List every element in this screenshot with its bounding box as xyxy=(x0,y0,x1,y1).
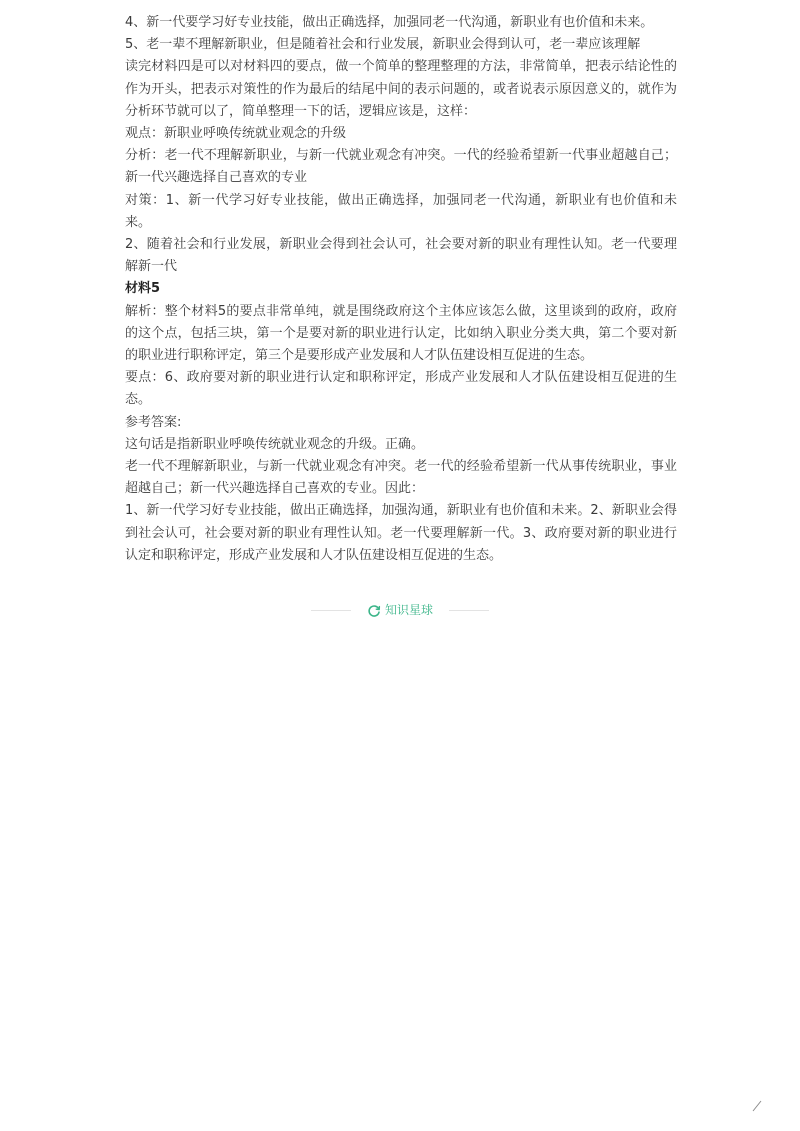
paragraph-2: 5、老一辈不理解新职业，但是随着社会和行业发展，新职业会得到认可，老一辈应该理解 xyxy=(125,37,641,53)
paragraph-4: 观点：新职业呼唤传统就业观念的升级 xyxy=(125,126,347,142)
document-body xyxy=(125,12,677,567)
refresh-icon xyxy=(367,603,381,617)
paragraph-5: 分析：老一代不理解新职业，与新一代就业观念有冲突。一代的经验希望新一代事业超越自己；新一代兴趣选择自己喜欢的专业 xyxy=(125,148,677,186)
footer-watermark xyxy=(0,600,800,620)
paragraph-11: 参考答案: xyxy=(125,414,182,430)
paragraph-1: 4、新一代要学习好专业技能，做出正确选择，加强同老一代沟通，新职业有也价值和未来。 xyxy=(125,15,654,30)
footer-divider-right xyxy=(449,610,489,611)
paragraph-10: 要点：6、政府要对新的职业进行认定和职称评定，形成产业发展和人才队伍建设相互促进的生态。 xyxy=(125,370,677,408)
paragraph-7: 2、随着社会和行业发展，新职业会得到社会认可，社会要对新的职业有理性认知。老一代要理解新一代 xyxy=(125,237,677,275)
brand-link[interactable] xyxy=(367,603,433,617)
footer-divider-left xyxy=(311,610,351,611)
paragraph-12: 这句话是指新职业呼唤传统就业观念的升级。正确。 xyxy=(125,436,425,452)
paragraph-3: 读完材料四是可以对材料四的要点，做一个简单的整理整理的方法，非常简单，把表示结论性的作为开头，把表示对策性的作为最后的结尾中间的表示问题的，或者说表示原因意义的，就作为分析环节就可以了，简单整理一下的话，逻辑应该是，这样： xyxy=(125,59,677,119)
paragraph-14: 1、新一代学习好专业技能，做出正确选择，加强沟通，新职业有也价值和未来。2、新职业会得到社会认可，社会要对新的职业有理性认知。老一代要理解新一代。3、政府要对新的职业进行认定和职称评定，形成产业发展和人才队伍建设相互促进的生态。 xyxy=(125,503,677,563)
brand-text: 知识星球 xyxy=(384,603,433,617)
paragraph-9: 解析：整个材料5的要点非常单纯，就是围绕政府这个主体应该怎么做，这里谈到的政府，政府的这个点，包括三块，第一个是要对新的职业进行认定，比如纳入职业分类大典，第二个要对新的职业进行职称评定，第三个是要形成产业发展和人才队伍建设相互促进的生态。 xyxy=(125,303,677,364)
paragraph-6: 对策：1、新一代学习好专业技能，做出正确选择，加强同老一代沟通，新职业有也价值和未来。 xyxy=(125,192,677,230)
section-heading: 材料5 xyxy=(125,281,161,297)
paragraph-13: 老一代不理解新职业，与新一代就业观念有冲突。老一代的经验希望新一代从事传统职业，事业超越自己；新一代兴趣选择自己喜欢的专业。因此： xyxy=(125,459,677,497)
page-corner-mark xyxy=(752,1097,762,1109)
